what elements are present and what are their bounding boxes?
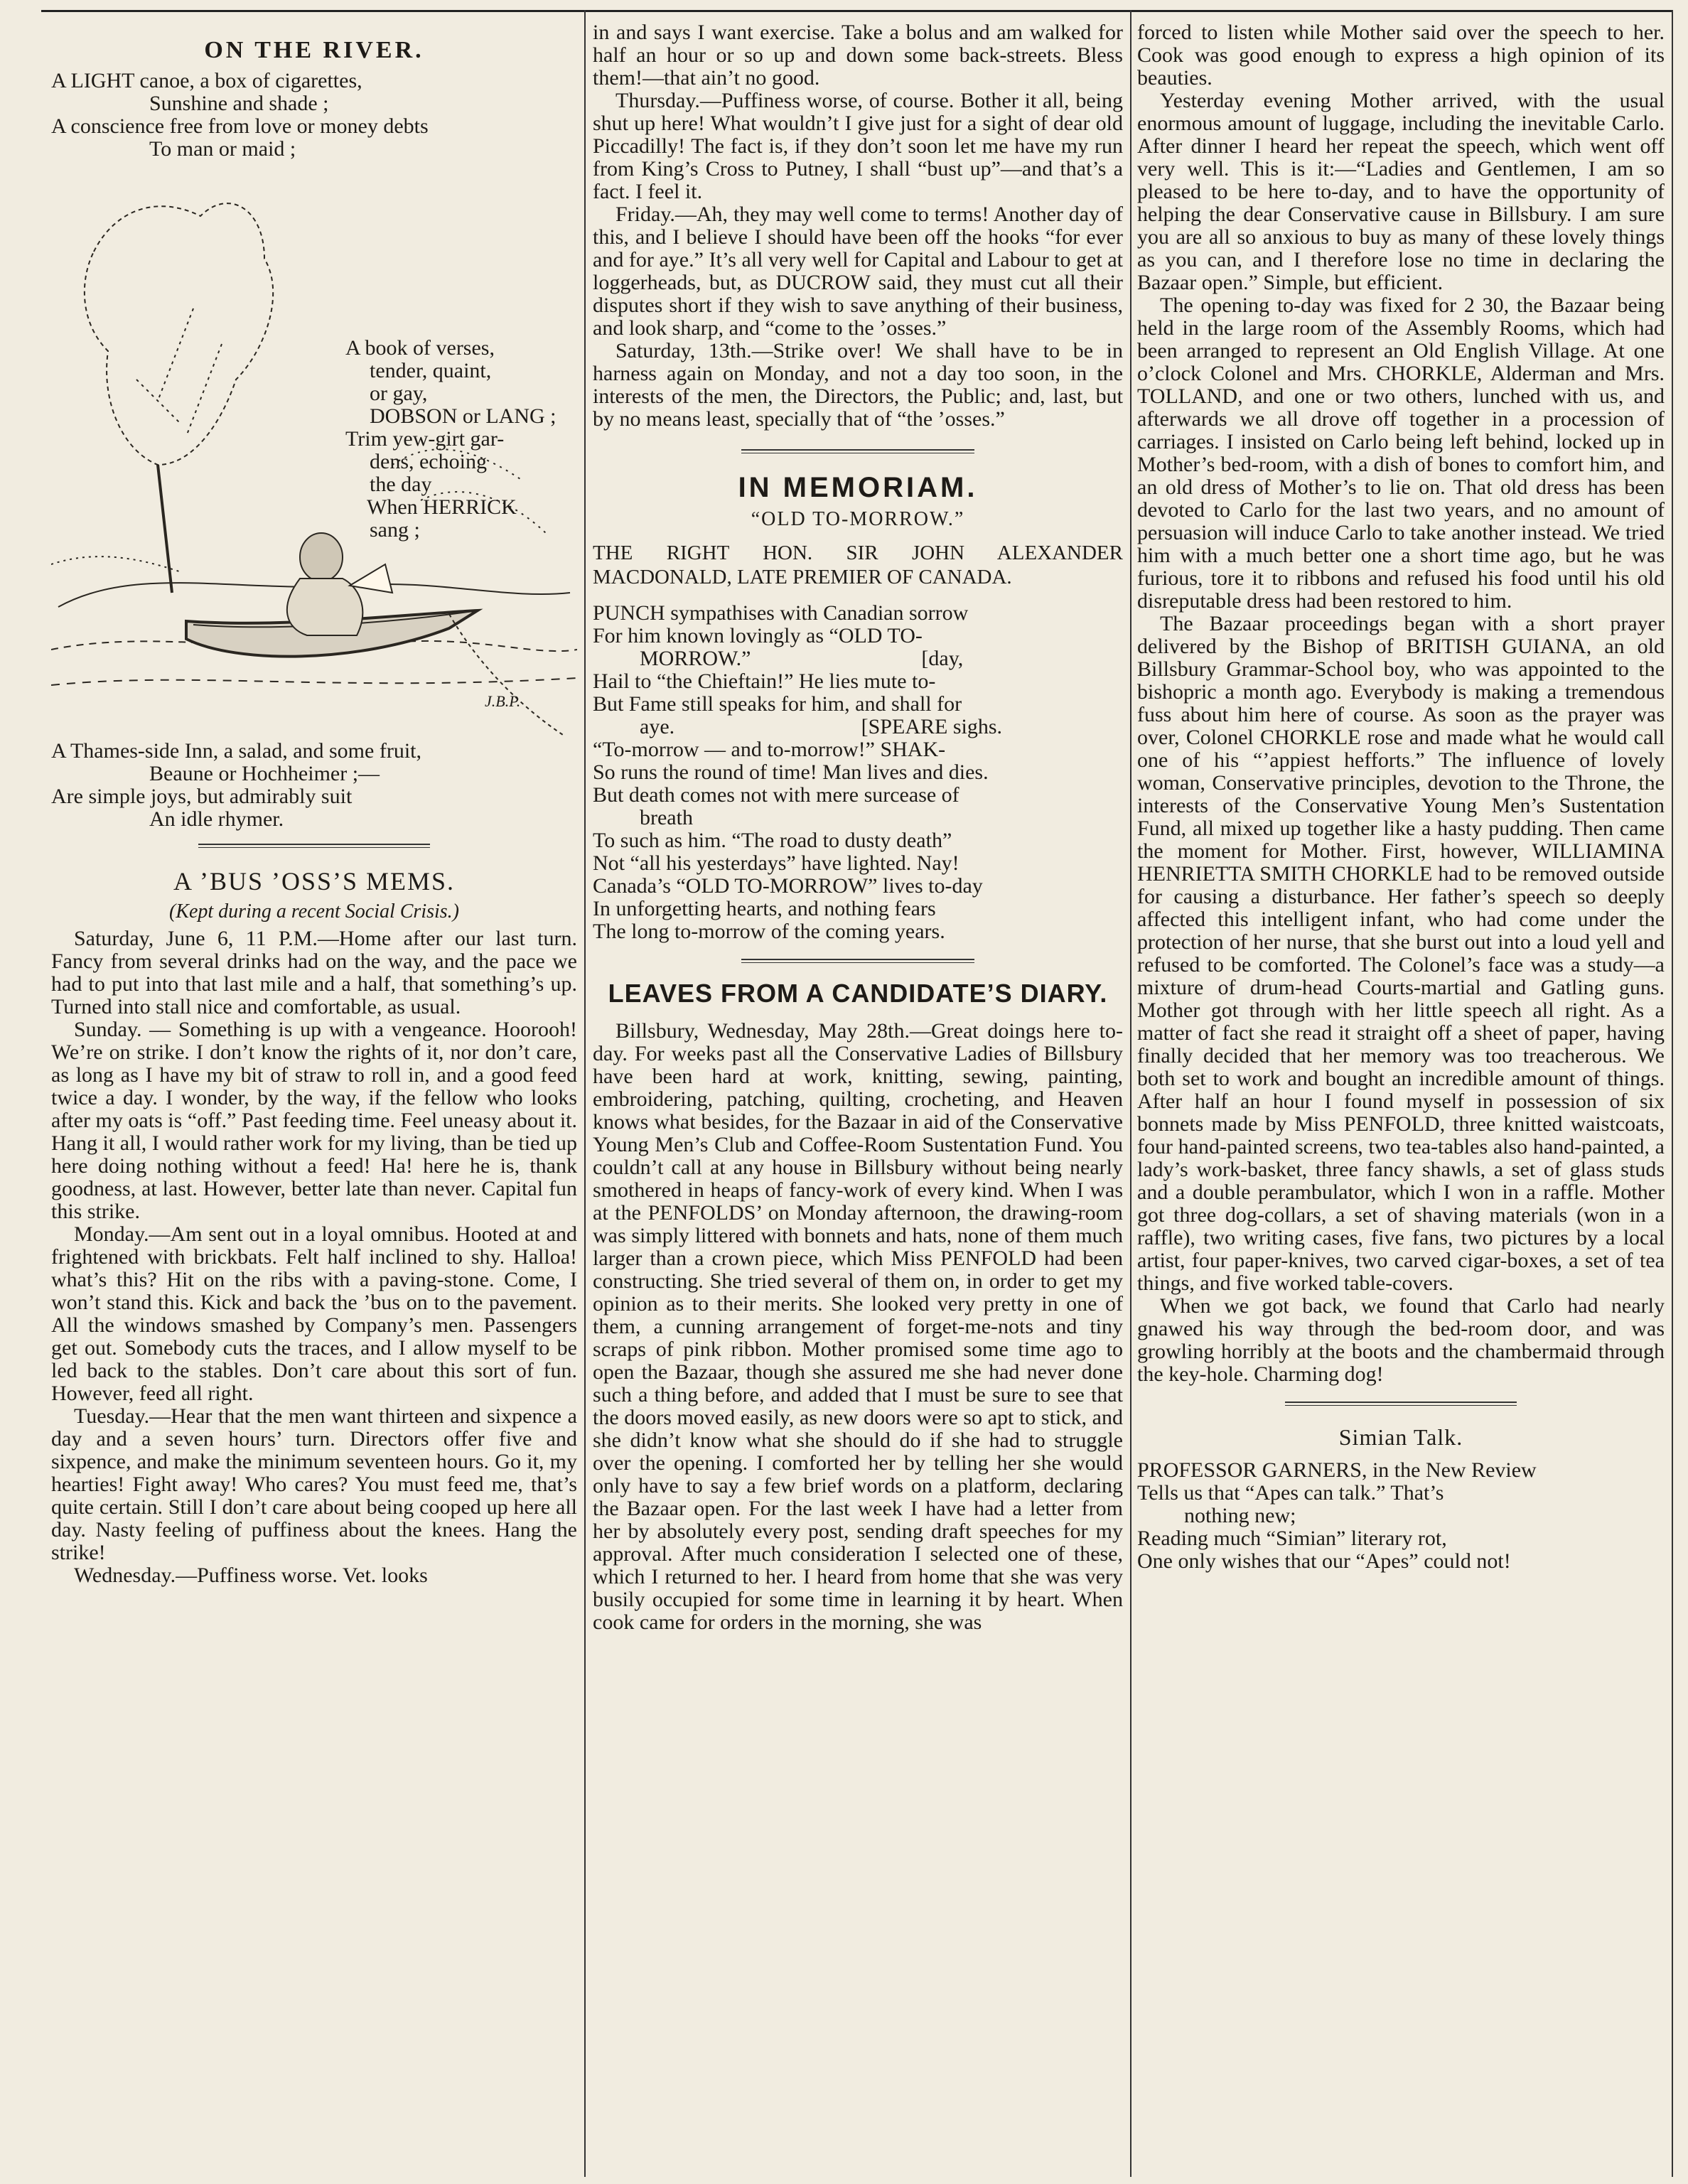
section-divider [1285,1402,1517,1406]
bus-oss-paragraph: Tuesday.—Hear that the men want thirteen and sixpence a day and a seven hours’ turn. Directors offer five and sixpence, and make the minimum seventeen hours. Go it, my hearties! Fight away! Who cares? You must feed me, that’s quite certain. Still I don’t care about being cooped up here all day. Nasty feeling of puffiness about the knees. Hang the strike! [51,1404,577,1564]
verse-line: Beaune or Hochheimer ;— [149,762,380,785]
bus-oss-continued: Saturday, 13th.—Strike over! We shall have to be in harness again on Monday, and not a day too soon, in the interests of the men, the Directors, the Public; and, last, but by no means least, specially that of “the ’osses.” [593,339,1123,431]
verse-line: “To-morrow — and to-morrow!” SHAK- [593,738,946,761]
bus-oss-continued: Friday.—Ah, they may well come to terms! Another day of this, and I believe I should have been off the hooks “for ever and for aye.” It’s all very well for Capital and Labour to get at loggerheads, but, as DUCROW said, they must cut all their disputes short if they wish to save anything of their business, and look sharp, and “come to the ’osses.” [593,203,1123,340]
verse-line: A Thames-side Inn, a salad, and some fruit, [51,739,421,763]
column-2 [593,21,1123,2175]
diary-paragraph: Billsbury, Wednesday, May 28th.—Great doings here to-day. For weeks past all the Conservative Ladies of Billsbury have been hard at work, knitting, sewing, painting, embroidering, patching, quilting, crocheting, and Heaven knows what besides, for the Bazaar in aid of the Conservative Young Men’s Club and Coffee-Room Sustentation Fund. You couldn’t call at any house in Billsbury without being nearly smothered in heaps of fancy-work of every kind. When I was at the PENFOLDS’ on Monday afternoon, the drawing-room was simply littered with bonnets and hats, none of them much larger than a crown piece, which Miss PENFOLD had been constructing. She tried several of them on, in order to get my opinion as to their merits. She looked very pretty in one of them, a cunning arrangement of forget-me-nots and tiny scraps of pink ribbon. Mother promised some time ago to open the Bazaar, though she assured me she had never done such a thing before, and added that I must be sure to see that the doors moved easily, as new doors were so apt to stick, and she didn’t know what she should do if she had to struggle over the opening. I comforted her by telling her she would only have to say a few brief words on a platform, declaring the Bazaar open. For the last week I have had a letter from her by absolutely every post, sending draft speeches for my approval. After much consideration I selected one of these, which I returned to her. I heard from home that she was very busily occupied for some time in learning it by heart. When cook came for orders in the morning, she was [593,1019,1123,1634]
memoriam-subtitle: “OLD TO-MORROW.” [751,508,965,530]
column-3 [1137,21,1665,2175]
verse-line: One only wishes that our “Apes” could not! [1137,1549,1511,1573]
diary-title: LEAVES FROM A CANDIDATE’S DIARY. [608,979,1108,1008]
bus-oss-title: A ’BUS ’OSS’S MEMS. [173,867,456,895]
verse-line: Canada’s “OLD TO-MORROW” lives to-day [593,874,983,898]
verse-line: PROFESSOR GARNERS, in the New Review [1137,1458,1537,1482]
verse-line: the day [370,473,432,496]
verse-line: tender, quaint, [370,359,492,382]
verse-line: Not “all his yesterdays” have lighted. Nay! [593,851,959,875]
memoriam-title: IN MEMORIAM. [738,472,978,503]
verse-line: nothing new; [1184,1504,1296,1527]
verse-line: Trim yew-girt gar- [345,427,505,451]
verse-line: But Fame still speaks for him, and shall for [593,692,962,716]
column-rule-1 [584,10,586,2177]
simian-verse [1137,1459,1665,1573]
verse-line: MORROW.” [day, [640,647,964,670]
verse-line: DOBSON or LANG ; [370,404,557,428]
verse-line: Reading much “Simian” literary rot, [1137,1527,1447,1550]
verse-line: In unforgetting hearts, and nothing fears [593,897,936,920]
verse-line: Sunshine and shade ; [149,92,329,115]
diary-paragraph: When we got back, we found that Carlo had nearly gnawed his way through the bed-room door, and was growling horribly at the boots and the chambermaid through the key-hole. Charming dog! [1137,1294,1665,1386]
memoriam-verse [593,602,1123,943]
bus-oss-continued: Thursday.—Puffiness worse, of course. Bother it all, being shut up here! What wouldn’t I give just for a sight of dear old Piccadilly! The fact is, if they don’t soon let me have my run from King’s Cross to Putney, I shall “bust up”—and that’s a fact. I feel it. [593,89,1123,203]
bus-oss-paragraph: Monday.—Am sent out in a loyal omnibus. Hooted at and frightened with brickbats. Felt half inclined to shy. Halloa! what’s this? Hit on the ribs with a paving-stone. Come, I won’t stand this. Kick and back the ’bus on to the pavement. All the windows smashed by Company’s men. Passengers get out. Somebody cuts the traces, and I allow myself to be led back to the stables. Don’t care about this sort of fun. However, feed all right. [51,1222,577,1405]
artist-signature: J.B.P. [485,692,521,710]
bus-oss-paragraph: Wednesday.—Puffiness worse. Vet. looks [74,1564,428,1587]
verse-line: An idle rhymer. [149,807,284,831]
diary-paragraph: forced to listen while Mother said over the speech to her. Cook was good enough to express a high opinion of its beauties. [1137,21,1665,90]
bus-oss-subtitle: (Kept during a recent Social Crisis.) [168,900,460,922]
on-the-river-title: ON THE RIVER. [204,37,424,63]
verse-line: or gay, [370,382,428,405]
section-divider [741,449,974,453]
bus-oss-paragraph: Saturday, June 6, 11 P.M.—Home after our last turn. Fancy from several drinks had on the way, and the pace we had to put into that last mile and a half, that something’s up. Turned into stall nice and comfortable, as usual. [51,927,577,1018]
verse-line: To man or maid ; [149,137,296,161]
diary-paragraph: The opening to-day was fixed for 2 30, the Bazaar being held in the large room of the Assembly Rooms, which had been arranged to represent an Old English Village. At one o’clock Colonel and Mrs. CHORKLE, Alderman and Mrs. TOLLAND, and one or two others, lunched with us, and afterwards we all drove off together in a procession of carriages. I insisted on Carlo being left behind, locked up in Mother’s bed-room, with a dish of bones to comfort him, and an old dress of Mother’s to lie on. That old dress has been devoted to Carlo for the last two years, and no amount of persuasion will induce Carlo to take another instead. We tried him with a much better one a short time ago, but he was furious, tore it to ribbons and refused his food until his old disreputable dress had been restored to him. [1137,294,1665,613]
column-1 [51,21,577,2175]
verse-line: When HERRICK [367,495,517,519]
verse-line: breath [640,806,693,829]
right-verse [51,337,577,542]
on-the-river-ending [51,740,577,831]
verse-line: To such as him. “The road to dusty death” [593,829,952,852]
section-divider [741,959,974,963]
verse-line: A LIGHT canoe, a box of cigarettes, [51,69,362,92]
verse-line: So runs the round of time! Man lives and dies. [593,760,989,784]
verse-line: Are simple joys, but admirably suit [51,785,353,808]
column-rule-2 [1130,10,1131,2177]
bus-oss-continued: in and says I want exercise. Take a bolus and am walked for half an hour or so up and down some back-streets. Bless them!—that ain’t no good. [593,21,1123,90]
simian-title: Simian Talk. [1338,1424,1463,1450]
on-the-river-verse [51,70,577,161]
diary-paragraph: Yesterday evening Mother arrived, with the usual enormous amount of luggage, including the inevitable Carlo. After dinner I heard her repeat the speech, which went off very well. This is it:—“Ladies and Gentlemen, I am so pleased to be here to-day, and to have the opportunity of helping the dear Conservative cause in Billsbury. I am sure you are all so anxious to buy as many of these lovely things as you can, and I therefore lose no time in declaring the Bazaar open.” Simple, but efficient. [1137,89,1665,294]
memoriam-dedication: THE RIGHT HON. SIR JOHN ALEXANDER MACDONALD, LATE PREMIER OF CANADA. [593,542,1123,588]
section-divider [198,844,430,848]
diary-paragraph: The Bazaar proceedings began with a short prayer delivered by the Bishop of BRITISH GUIANA, an old Billsbury Grammar-School boy, who was appointed to the bishopric a month ago. Everybody is making a tremendous fuss about him here of course. As soon as the prayer was over, Colonel CHORKLE rose and made what he would call one of his “’appiest hefforts.” The influence of lovely woman, Conservative principles, devotion to the Throne, the interests of the Conservative Young Men’s Sustentation Fund, all mixed up together like a hasty pudding. Then came the moment for Mother. First, however, WILLIAMINA HENRIETTA SMITH CHORKLE had to be removed outside for causing a disturbance. Her father’s speech so deeply affected this intelligent infant, who had come under the protection of her nurse, that she burst out into a loud yell and refused to be comforted. The Colonel’s face was a study—a mixture of drum-head Courts-martial and Gatling guns. Mother got through with her little speech all right. As a matter of fact she read it straight off a sheet of paper, having finally decided that her memory was too treacherous. We both set to work and bought an incredible amount of things. After half an hour I found myself in possession of six bonnets made by Miss PENFOLD, three knitted waistcoats, four hand-painted screens, two tea-tables also hand-painted, a lady’s work-basket, three fancy shawls, a set of glass studs and a double perambulator, which I won in a raffle. Mother got three dog-collars, a set of shaving materials (won in a raffle), two writing cases, five fans, two pictures by a local artist, four paper-knives, two carved cigar-boxes, a set of tea things, and five worked table-covers. [1137,612,1665,1295]
verse-line: sang ; [370,518,420,542]
verse-line: Hail to “the Chieftain!” He lies mute to- [593,669,936,693]
verse-line: aye. [SPEARE sighs. [640,715,1002,738]
verse-line: A book of verses, [345,336,495,360]
top-rule [41,10,1672,12]
canoe-illustration [51,166,577,738]
verse-line: But death comes not with mere surcease of [593,783,959,807]
bus-oss-paragraph: Sunday. — Something is up with a vengeance. Hoorooh! We’re on strike. I don’t know the rights of it, nor don’t care, as long as I have my bit of straw to roll in, and a good feed twice a day. I wonder, by the way, if the fellow who looks after my oats is “off.” Past feeding time. Feel uneasy about it. Hang it all, I would rather work for my living, than be tied up here doing nothing without a feed! Ha! here he is, thank goodness, at last. However, better late than never. Capital fun this strike. [51,1018,577,1223]
column-rule-3 [1672,10,1673,2177]
verse-line: dens, echoing [370,450,487,473]
verse-line: PUNCH sympathises with Canadian sorrow [593,601,969,625]
verse-line: A conscience free from love or money debts [51,114,429,138]
verse-line: Tells us that “Apes can talk.” That’s [1137,1481,1444,1505]
verse-line: For him known lovingly as “OLD TO- [593,624,923,647]
verse-line: The long to-morrow of the coming years. [593,920,945,943]
